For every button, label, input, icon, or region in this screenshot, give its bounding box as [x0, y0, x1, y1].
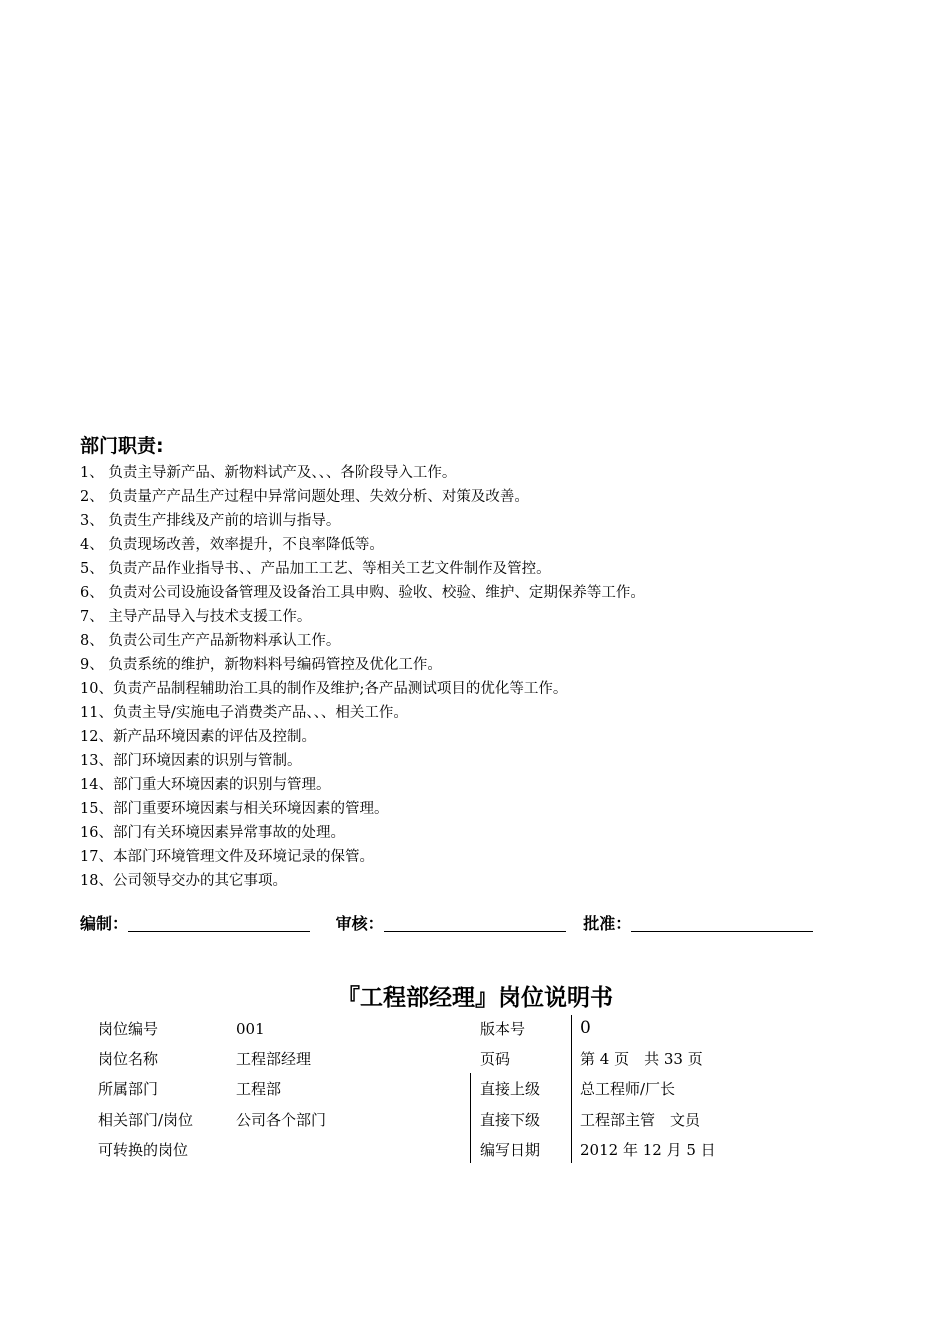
item-number: 11、: [80, 705, 113, 721]
item-text: 负责产品制程辅助治工具的制作及维护;各产品测试项目的优化等工作。: [112, 681, 568, 697]
version-label: 版本号: [480, 1020, 526, 1038]
item-number: 14、: [80, 777, 113, 793]
item-number: 13、: [80, 753, 113, 769]
item-text: 负责主导新产品、新物料试产及、、、各阶段导入工作。: [108, 465, 457, 481]
list-item: [80, 869, 880, 893]
item-number: 9、: [80, 657, 104, 673]
item-text: 新产品环境因素的评估及控制。: [112, 729, 316, 745]
list-item: [80, 677, 880, 701]
approved-signature-line: [631, 912, 813, 932]
item-text: 负责对公司设施设备管理及设备治工具申购、验收、校验、维护、定期保养等工作。: [108, 585, 645, 601]
table-divider: [571, 1015, 572, 1163]
item-number: 16、: [80, 825, 113, 841]
list-item: [80, 605, 880, 629]
post-name-value: 工程部经理: [236, 1050, 312, 1068]
superior-value: 总工程师/厂长: [580, 1080, 676, 1098]
post-number-value: 001: [236, 1020, 265, 1038]
department-value: 工程部: [236, 1080, 282, 1098]
approved-label: 批准：: [583, 914, 632, 933]
item-text: 负责现场改善，效率提升，不良率降低等。: [108, 537, 384, 553]
duties-list: [80, 461, 880, 893]
list-item: [80, 773, 880, 797]
item-number: 6、: [80, 585, 104, 601]
post-name-label: 岗位名称: [98, 1050, 159, 1068]
item-text: 部门有关环境因素异常事故的处理。: [112, 825, 345, 841]
subordinate-label: 直接下级: [480, 1111, 541, 1129]
page-label: 页码: [480, 1050, 511, 1068]
item-number: 3、: [80, 513, 104, 529]
list-item: [80, 629, 880, 653]
list-item: [80, 845, 880, 869]
item-number: 17、: [80, 849, 113, 865]
date-value: 2012 年 12 月 5 日: [580, 1141, 716, 1159]
item-text: 负责产品作业指导书、、产品加工工艺、等相关工艺文件制作及管控。: [108, 561, 551, 577]
list-item: [80, 701, 880, 725]
related-label: 相关部门/岗位: [98, 1111, 194, 1129]
related-value: 公司各个部门: [236, 1111, 327, 1129]
item-text: 负责量产产品生产过程中异常问题处理、失效分析、对策及改善。: [108, 489, 529, 505]
list-item: [80, 485, 880, 509]
list-item: [80, 581, 880, 605]
item-text: 部门环境因素的识别与管制。: [112, 753, 302, 769]
item-text: 部门重大环境因素的识别与管理。: [112, 777, 331, 793]
item-text: 本部门环境管理文件及环境记录的保管。: [112, 849, 374, 865]
list-item: [80, 653, 880, 677]
list-item: [80, 461, 880, 485]
item-text: 负责系统的维护，新物料料号编码管控及优化工作。: [108, 657, 442, 673]
subordinate-value: 工程部主管 文员: [580, 1111, 701, 1129]
item-number: 8、: [80, 633, 104, 649]
post-number-label: 岗位编号: [98, 1020, 159, 1038]
superior-label: 直接上级: [480, 1080, 541, 1098]
prepared-by: [80, 912, 310, 936]
item-number: 2、: [80, 489, 104, 505]
reviewed-signature-line: [384, 912, 566, 932]
reviewed-by: [336, 912, 566, 936]
item-text: 负责公司生产产品新物料承认工作。: [108, 633, 341, 649]
document-title: 『工程部经理』岗位说明书: [337, 985, 613, 1011]
approved-by: [583, 912, 813, 936]
item-number: 5、: [80, 561, 104, 577]
section-title: 部门职责:: [80, 435, 164, 457]
item-text: 公司领导交办的其它事项。: [112, 873, 287, 889]
item-number: 12、: [80, 729, 113, 745]
department-label: 所属部门: [98, 1080, 159, 1098]
item-number: 4、: [80, 537, 104, 553]
list-item: [80, 797, 880, 821]
list-item: [80, 509, 880, 533]
item-number: 15、: [80, 801, 113, 817]
prepared-label: 编制：: [80, 914, 129, 933]
table-divider: [470, 1073, 471, 1163]
list-item: [80, 725, 880, 749]
list-item: [80, 557, 880, 581]
signoff-row: [80, 912, 813, 936]
reviewed-label: 审核：: [335, 914, 384, 933]
item-number: 1、: [80, 465, 104, 481]
date-label: 编写日期: [480, 1141, 541, 1159]
item-number: 10、: [80, 681, 113, 697]
item-text: 主导产品导入与技术支援工作。: [108, 609, 312, 625]
prepared-signature-line: [128, 912, 310, 932]
list-item: [80, 533, 880, 557]
version-value: 0: [580, 1018, 591, 1038]
list-item: [80, 821, 880, 845]
list-item: [80, 749, 880, 773]
page-value: 第 4 页 共 33 页: [580, 1050, 703, 1068]
transferable-label: 可转换的岗位: [98, 1141, 189, 1159]
item-number: 7、: [80, 609, 104, 625]
item-text: 负责主导/实施电子消费类产品、、、相关工作。: [112, 705, 408, 721]
item-text: 负责生产排线及产前的培训与指导。: [108, 513, 341, 529]
item-number: 18、: [80, 873, 113, 889]
item-text: 部门重要环境因素与相关环境因素的管理。: [112, 801, 389, 817]
